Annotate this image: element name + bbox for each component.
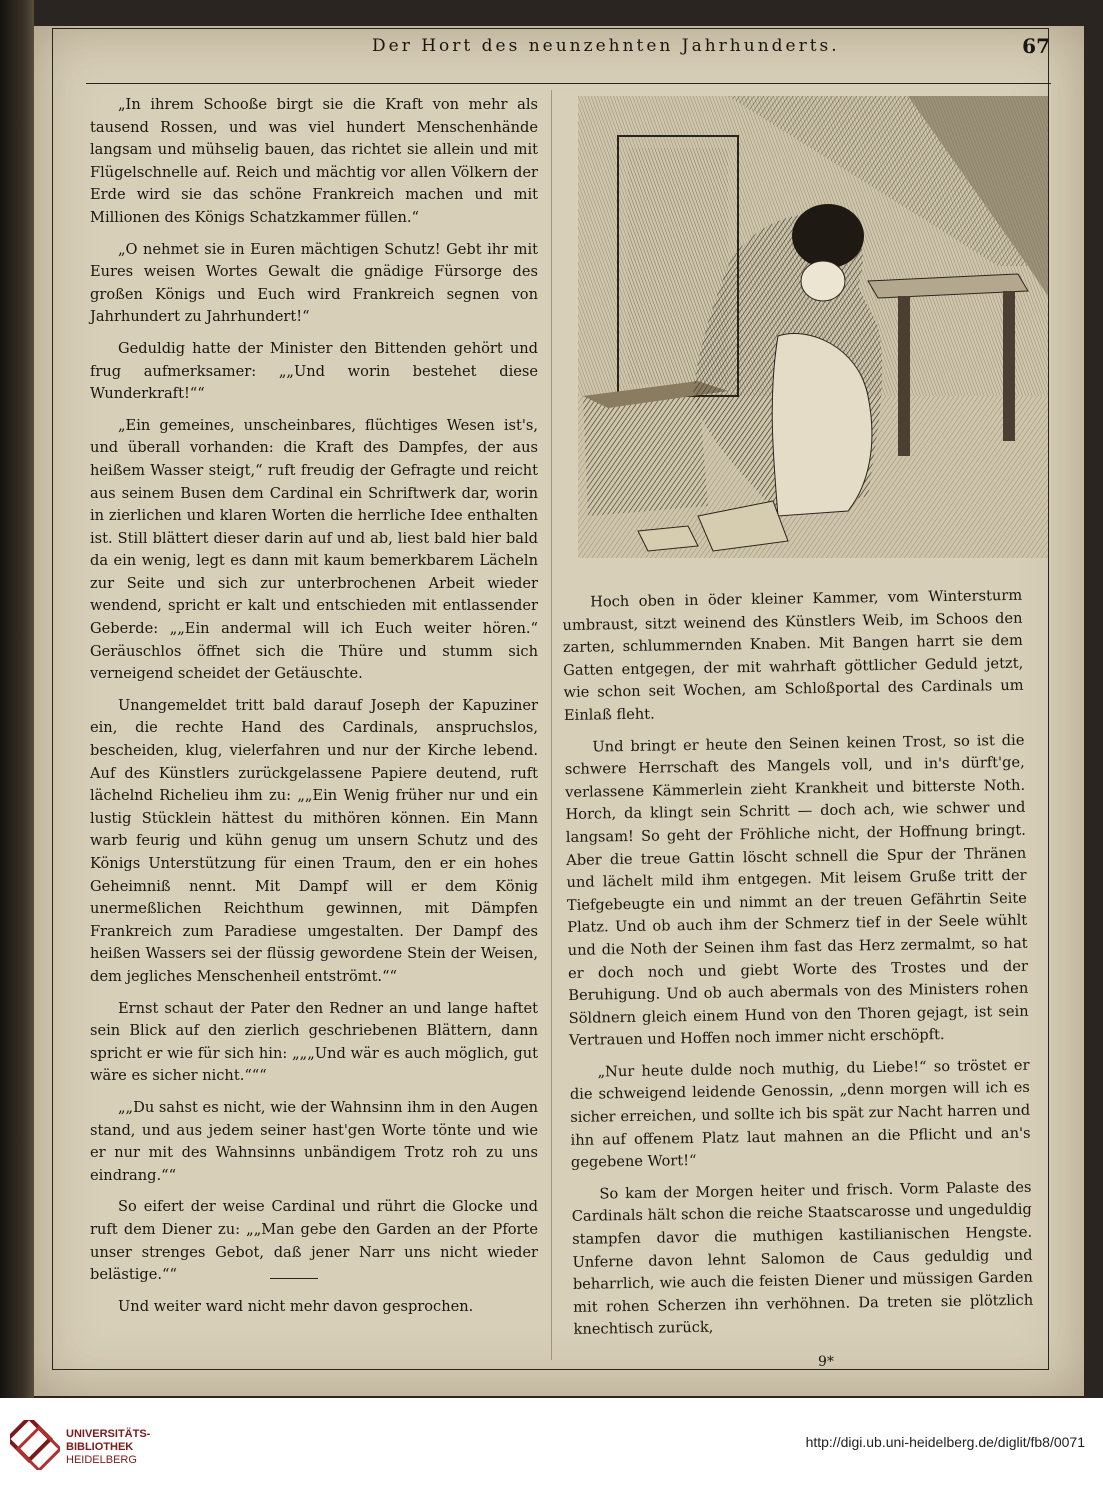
paragraph: „„Du sahst es nicht, wie der Wahnsinn ihm in den Augen stand, und aus jedem seiner hast'gen Worte tönte und wie er nur mit des Wahnsinns unbändigem Trotz roh zu uns eindrang.““ bbox=[90, 1098, 538, 1184]
engraving-illustration bbox=[578, 96, 1048, 558]
left-column bbox=[90, 94, 538, 1327]
library-name-line: BIBLIOTHEK bbox=[66, 1441, 134, 1453]
header-rule bbox=[86, 83, 1051, 84]
paragraph: Unangemeldet tritt bald darauf Joseph der Kapuziner ein, die rechte Hand des Cardinals, anspruchslos, bescheiden, klug, vielerfahren und nur der Kirche lebend. Auf des Künstlers zurückgelassene Papiere deutend, ruft lächelnd Richelieu ihm zu: „„Ein Wenig früher nur und ein lustig Stücklein hättest du mithören können. Ein Mann warb feurig und kühn genug um unsern Schutz und des Königs Unterstützung für einen Traum, den er ein hohes Geheimniß nennt. Mit Dampf will er dem König unermeßlichen Reichthum gewinnen, mit Dämpfen Frankreich zum Paradiese umgestalten. Der Dampf des heißen Wassers sei der flüssig gewordene Stein der Weisen, dem jegliches Menschenheil entströmt.““ bbox=[90, 696, 538, 985]
running-header bbox=[300, 34, 1050, 60]
library-logo-icon bbox=[10, 1420, 60, 1470]
library-name-line: HEIDELBERG bbox=[66, 1454, 137, 1466]
paragraph: Und bringt er heute den Seinen keinen Trost, so ist die schwere Herrschaft des Mangels voll, und in's dürft'ge, verlassene Kämmerlein zieht Krankheit und bitterste Noth. Horch, da klingt sein Schritt — doch ach, wie schwer und langsam! So geht der Fröhliche nicht, der Hoffnung bringt. Aber die treue Gattin löscht schnell die Spur der Thränen und lächelt mild ihm entgegen. Mit leisem Gruße tritt der Tiefgebeugte ein und nimmt an der treuen Gefährtin Seite Platz. Und ob auch ihm der Schmerz tief in der Seele wühlt und die Noth der Seinen ihm fast das Herz zermalmt, so hat er doch noch und giebt Worte des Trostes und der Beruhigung. Und ob auch abermals von des Ministers rohen Söldnern gleich einem Hund von den Thoren gejagt, ist sein Vertrauen und Hoffen noch immer nicht erschöpft. bbox=[564, 731, 1029, 1050]
paragraph: „Ein gemeines, unscheinbares, flüchtiges Wesen ist's, und überall vorhanden: die Kraft des Dampfes, der aus heißem Wasser steigt,“ ruft freudig der Gefragte und reicht aus seinem Busen dem Cardinal ein Schriftwerk dar, worin in zierlichen und klaren Worten die herrliche Idee enthalten ist. Still blättert dieser darin auf und ab, liest bald hier bald da ein wenig, legt es dann mit kaum bemerkbarem Lächeln zur Seite und sich zur unterbrochenen Arbeit wieder wendend, spricht er kalt und entschieden mit entlassender Geberde: „„Ein andermal will ich Euch weiter hören.“ Geräuschlos öffnet sich die Thüre und stumm sich verneigend scheidet der Getäuschte. bbox=[90, 416, 538, 683]
source-url[interactable]: http://digi.ub.uni-heidelberg.de/diglit/fb8/0071 bbox=[805, 1434, 1085, 1450]
paragraph: Hoch oben in öder kleiner Kammer, vom Wintersturm umbraust, sitzt weinend des Künstlers Weib, im Schoos den zarten, schlummernden Knaben. Mit Bangen harrt sie dem Gatten entgegen, der mit wahrhaft göttlicher Geduld jetzt, wie schon seit Wochen, am Schloßportal des Cardinals um Einlaß fleht. bbox=[562, 586, 1024, 724]
paragraph: „Nur heute dulde noch muthig, du Liebe!“ so tröstet er die schweigend leidende Genossin, „denn morgen will ich es sicher erreichen, und sollte ich bis spät zur Nacht harren und ihn auf offenem Platz laut mahnen an die Pflicht und an's gegebene Wort!“ bbox=[569, 1056, 1031, 1172]
section-end-rule bbox=[270, 1278, 318, 1279]
paragraph: „O nehmet sie in Euren mächtigen Schutz! Gebt ihr mit Eures weisen Wortes Gewalt die gnädige Fürsorge des großen Königs und Euch wird Frankreich segnen von Jahrhundert zu Jahrhundert!“ bbox=[90, 240, 538, 326]
paragraph: Und weiter ward nicht mehr davon gesprochen. bbox=[118, 1297, 474, 1315]
paragraph: „In ihrem Schooße birgt sie die Kraft von mehr als tausend Rossen, und was viel hundert Menschenhände langsam und mühselig bauen, das richtet sie allein und mit Flügelschnelle auf. Reich und mächtig vor allen Völkern der Erde wird sie das schöne Frankreich machen und mit Millionen des Königs Schatzkammer füllen.“ bbox=[90, 96, 538, 226]
signature-mark: 9* bbox=[818, 1354, 834, 1370]
library-name bbox=[66, 1428, 150, 1467]
footer-bar bbox=[0, 1398, 1103, 1489]
paragraph: So kam der Morgen heiter und frisch. Vorm Palaste des Cardinals hält schon die reiche Staatscarosse und ungeduldig stampfen davor die muthigen kastilianischen Hengste. Unferne davon lehnt Salomon de Caus geduldig und beharrlich, wie auch die feisten Diener und müssigen Garden mit rohen Scherzen ihn verhöhnen. Da treten sie plötzlich knechtisch zurück, bbox=[571, 1178, 1034, 1339]
book-spine bbox=[0, 0, 34, 1398]
paragraph: Ernst schaut der Pater den Redner an und lange haftet sein Blick auf den zierlich geschriebenen Blättern, dann spricht er wie für sich hin: „„„Und wär es auch möglich, gut wäre es sicher nicht.“““ bbox=[90, 999, 538, 1085]
page-number: 67 bbox=[1022, 34, 1050, 58]
right-column bbox=[562, 585, 1034, 1351]
paragraph: Geduldig hatte der Minister den Bittenden gehört und frug aufmerksamer: „„Und worin bestehet diese Wunderkraft!““ bbox=[90, 339, 538, 403]
library-name-line: UNIVERSITÄTS- bbox=[66, 1428, 151, 1440]
column-divider bbox=[551, 90, 552, 1360]
paragraph: So eifert der weise Cardinal und rührt die Glocke und ruft dem Diener zu: „„Man gebe den Garden an der Pforte unser strenges Gebot, daß jener Narr uns nicht wieder belästige.““ bbox=[90, 1198, 538, 1284]
running-title: Der Hort des neunzehnten Jahrhunderts. bbox=[372, 36, 840, 56]
